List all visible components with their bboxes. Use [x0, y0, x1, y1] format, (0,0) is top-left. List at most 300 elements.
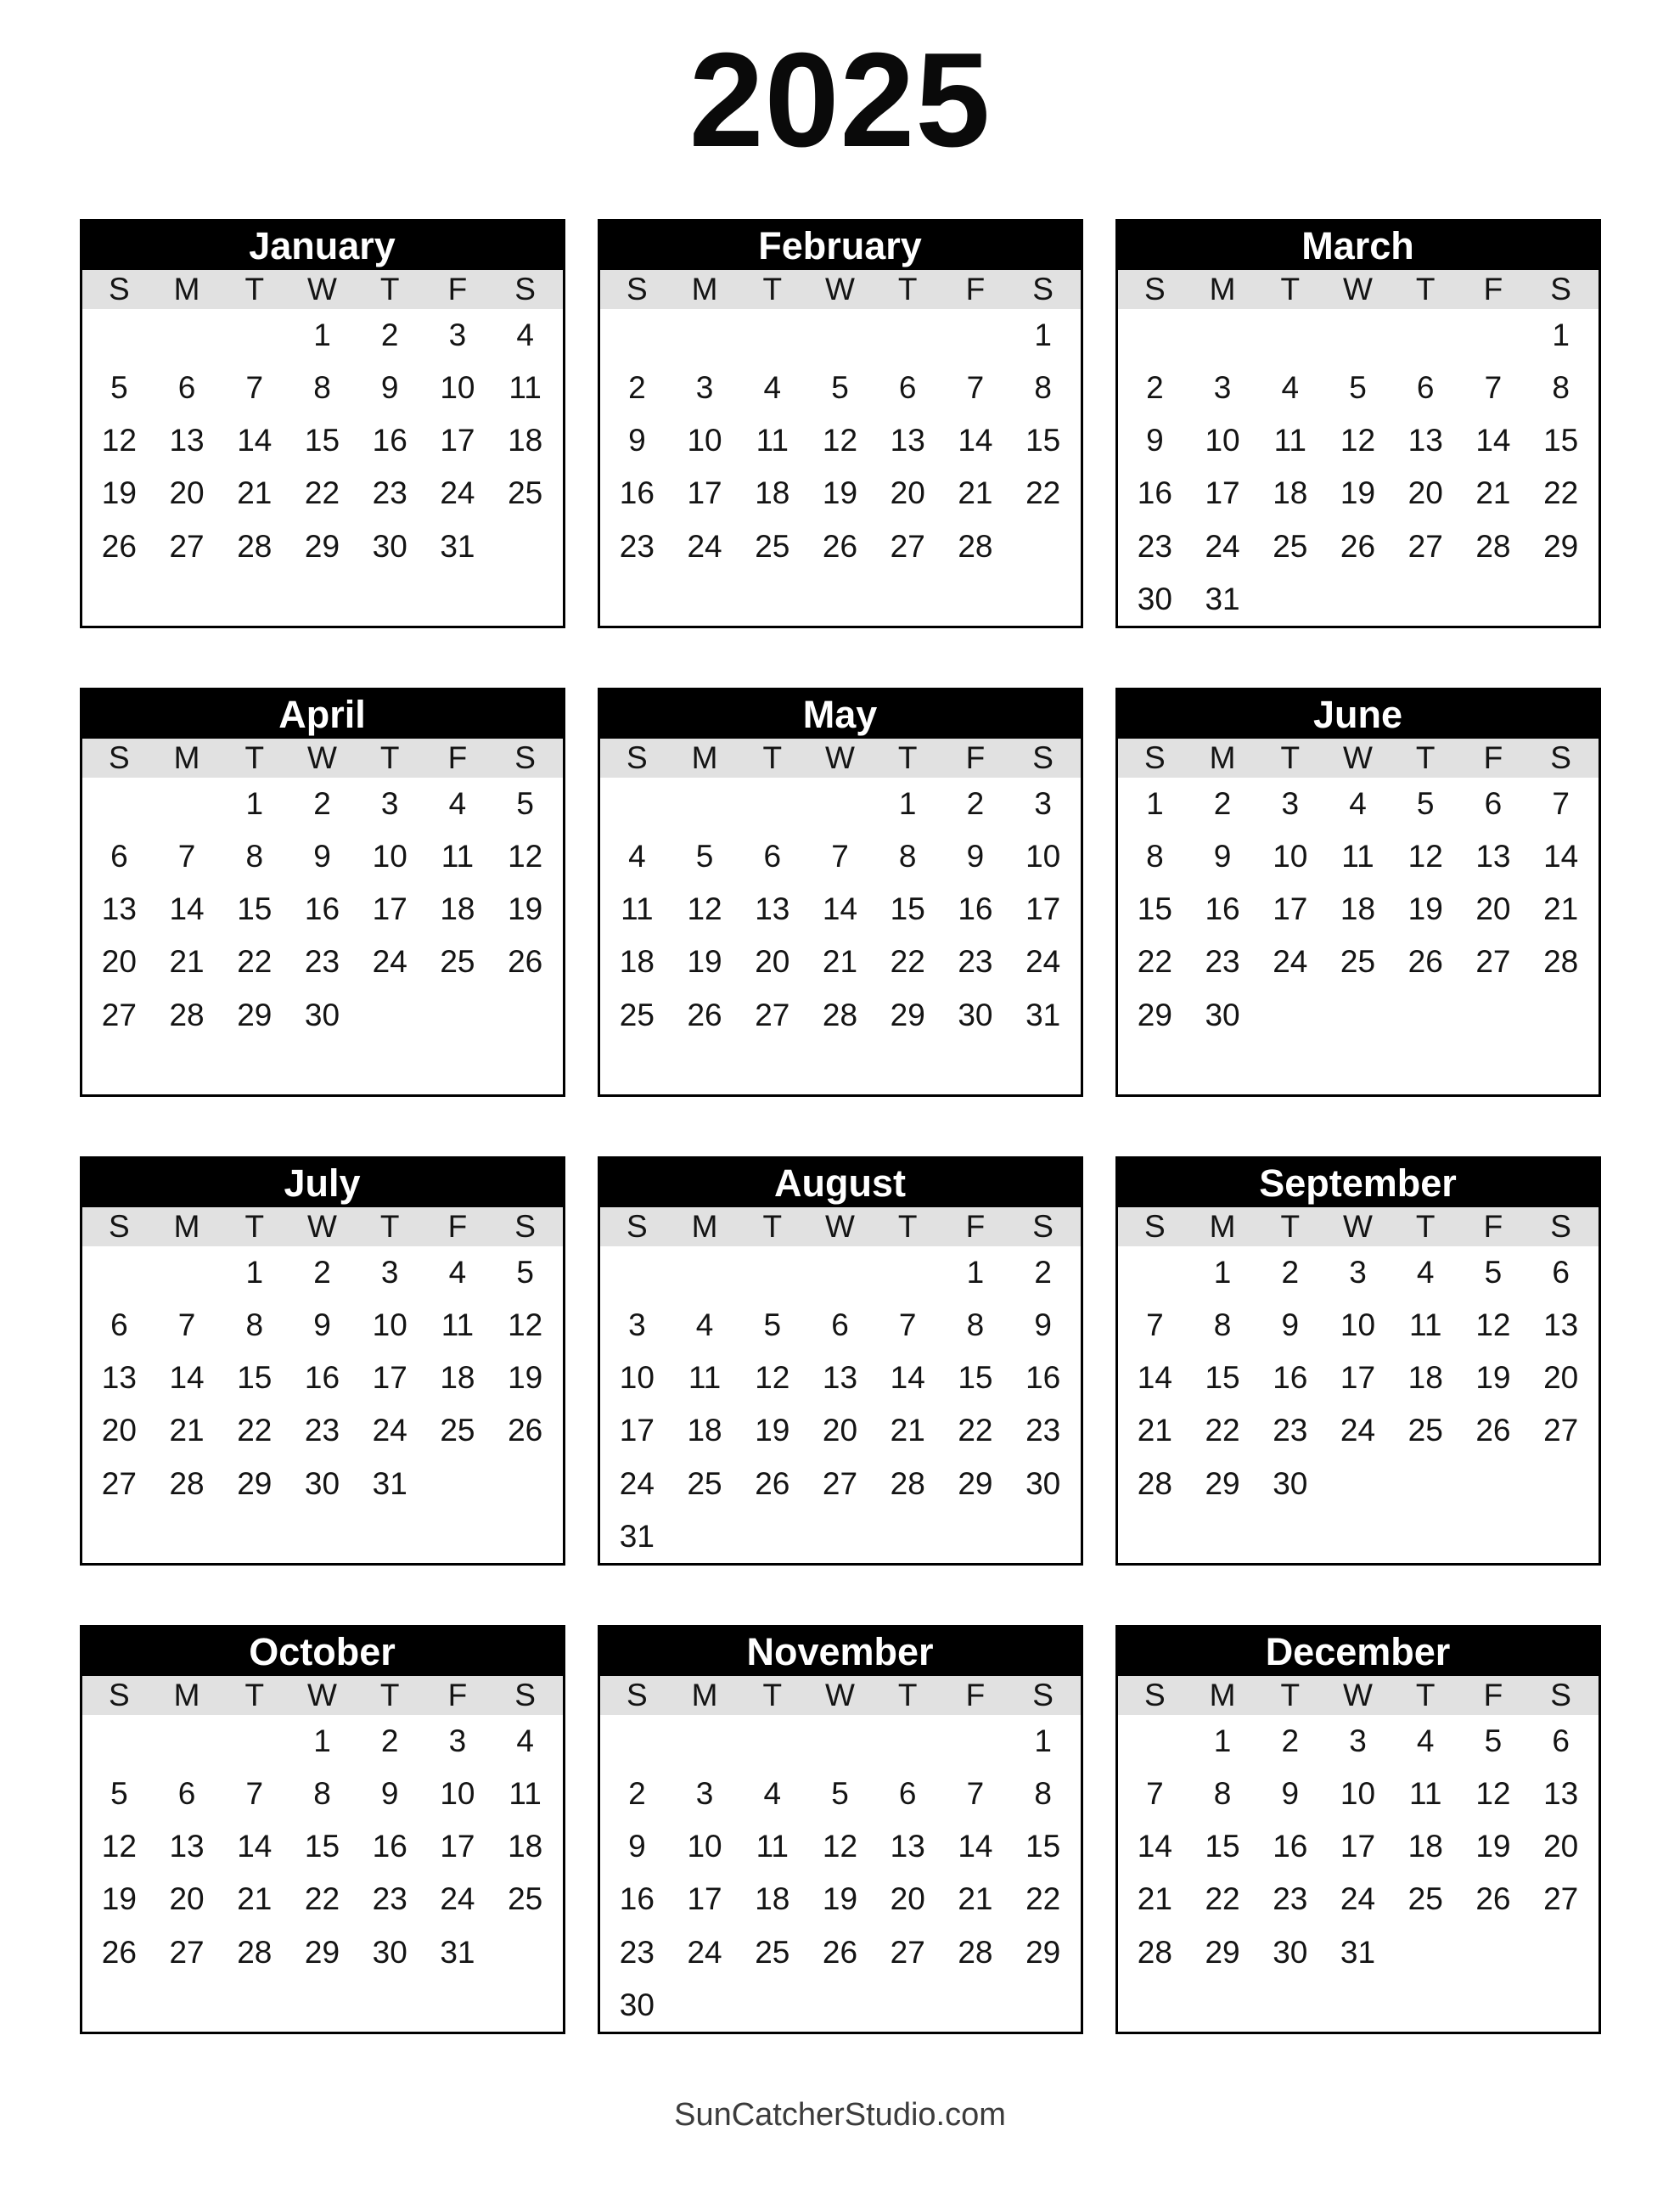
day-cell: 23: [1205, 944, 1240, 980]
day-cell: 6: [898, 1776, 917, 1812]
month-title: May: [600, 690, 1081, 739]
day-cell: 31: [372, 1465, 407, 1501]
day-cell: 20: [890, 1881, 925, 1917]
empty-day-cell: [1324, 309, 1392, 362]
empty-day-cell: [941, 309, 1009, 362]
day-cell: 30: [619, 1987, 655, 2022]
day-cell: 16: [1205, 891, 1240, 927]
weekday-label: S: [109, 271, 130, 306]
month-title: January: [82, 222, 563, 270]
day-cell: 21: [822, 944, 858, 980]
empty-day-cell: [1459, 1458, 1527, 1510]
day-cell: 11: [1408, 1307, 1442, 1343]
day-cell: 23: [372, 475, 407, 511]
month-september: [1115, 1156, 1601, 1566]
empty-day-cell: [289, 1510, 357, 1563]
weekday-header-row: [600, 1207, 1081, 1246]
day-cell: 8: [1213, 1776, 1232, 1812]
weekday-label: T: [1415, 271, 1436, 306]
weekday-label: S: [1144, 271, 1166, 306]
day-cell: 20: [1475, 891, 1511, 927]
empty-day-cell: [1009, 1979, 1077, 2032]
day-cell: 5: [1484, 1254, 1503, 1290]
weekday-label: M: [691, 739, 718, 775]
day-cell: 6: [1484, 785, 1503, 821]
empty-day-cell: [874, 1979, 941, 2032]
day-cell: 7: [1146, 1307, 1164, 1343]
year-title: 2025: [688, 25, 992, 175]
day-cell: 19: [822, 475, 858, 511]
day-cell: 26: [1340, 528, 1376, 564]
day-cell: 4: [1416, 1254, 1435, 1290]
day-cell: 11: [508, 1776, 542, 1812]
empty-day-cell: [1009, 520, 1077, 573]
day-cell: 19: [1340, 475, 1376, 511]
empty-day-cell: [86, 1510, 154, 1563]
empty-day-cell: [1324, 573, 1392, 626]
weekday-label: F: [447, 1677, 468, 1712]
empty-day-cell: [492, 1979, 559, 2032]
empty-day-cell: [941, 1510, 1009, 1563]
weekday-label: F: [965, 271, 986, 306]
day-cell: 23: [1273, 1413, 1308, 1448]
day-cell: 3: [1213, 370, 1232, 406]
day-cell: 21: [958, 475, 993, 511]
empty-day-cell: [492, 1042, 559, 1094]
weekday-label: W: [1343, 739, 1373, 775]
day-cell: 4: [516, 317, 534, 352]
day-cell: 17: [372, 891, 407, 927]
empty-day-cell: [356, 989, 424, 1042]
weekday-label: W: [825, 1208, 855, 1244]
month-title: December: [1118, 1628, 1599, 1676]
empty-day-cell: [1459, 573, 1527, 626]
weekday-label: T: [379, 739, 400, 775]
weekday-label: M: [1209, 271, 1236, 306]
day-cell: 17: [440, 1829, 475, 1864]
day-cell: 9: [1213, 839, 1232, 874]
weekday-label: T: [379, 271, 400, 306]
day-cell: 12: [1340, 423, 1376, 458]
empty-day-cell: [604, 1042, 671, 1094]
empty-day-cell: [1121, 1246, 1189, 1299]
day-cell: 22: [1025, 475, 1061, 511]
empty-day-cell: [492, 1458, 559, 1510]
day-cell: 20: [1543, 1829, 1579, 1864]
day-cell: 12: [755, 1360, 790, 1396]
month-december: [1115, 1625, 1601, 2034]
empty-day-cell: [1527, 1926, 1595, 1979]
day-cell: 25: [1407, 1413, 1443, 1448]
day-cell: 28: [1137, 1934, 1172, 1970]
day-cell: 13: [1543, 1307, 1579, 1343]
empty-day-cell: [739, 1510, 806, 1563]
weekday-header-row: [1118, 1676, 1599, 1715]
day-cell: 27: [822, 1465, 858, 1501]
weekday-label: S: [1032, 1677, 1054, 1712]
empty-day-cell: [1391, 573, 1459, 626]
empty-day-cell: [1459, 1510, 1527, 1563]
day-cell: 22: [958, 1413, 993, 1448]
day-grid: [600, 309, 1081, 626]
weekday-label: T: [379, 1677, 400, 1712]
empty-day-cell: [941, 1042, 1009, 1094]
day-cell: 3: [1281, 785, 1300, 821]
month-title: November: [600, 1628, 1081, 1676]
empty-day-cell: [604, 1715, 671, 1768]
day-cell: 7: [1146, 1776, 1164, 1812]
day-cell: 16: [372, 1829, 407, 1864]
empty-day-cell: [604, 573, 671, 626]
empty-day-cell: [1391, 309, 1459, 362]
month-title: October: [82, 1628, 563, 1676]
day-cell: 4: [448, 1254, 467, 1290]
empty-day-cell: [1459, 989, 1527, 1042]
day-cell: 16: [619, 1881, 655, 1917]
empty-day-cell: [1121, 1715, 1189, 1768]
day-cell: 23: [304, 944, 340, 980]
empty-day-cell: [1527, 989, 1595, 1042]
empty-day-cell: [671, 1979, 739, 2032]
empty-day-cell: [86, 309, 154, 362]
day-cell: 9: [380, 1776, 399, 1812]
day-cell: 31: [619, 1518, 655, 1554]
weekday-label: S: [514, 1208, 536, 1244]
day-cell: 15: [304, 423, 340, 458]
day-cell: 12: [508, 1307, 543, 1343]
day-cell: 24: [372, 944, 407, 980]
day-cell: 20: [755, 944, 790, 980]
day-cell: 27: [890, 1934, 925, 1970]
day-cell: 10: [687, 423, 722, 458]
day-cell: 5: [1416, 785, 1435, 821]
empty-day-cell: [221, 309, 289, 362]
day-cell: 30: [372, 528, 407, 564]
day-cell: 1: [966, 1254, 985, 1290]
day-cell: 2: [1281, 1723, 1300, 1758]
weekday-label: T: [1280, 271, 1301, 306]
day-cell: 2: [1281, 1254, 1300, 1290]
day-cell: 7: [898, 1307, 917, 1343]
day-cell: 15: [1137, 891, 1172, 927]
day-cell: 8: [1213, 1307, 1232, 1343]
weekday-label: F: [447, 1208, 468, 1244]
weekday-header-row: [1118, 1207, 1599, 1246]
weekday-label: M: [173, 1677, 200, 1712]
day-cell: 28: [1137, 1465, 1172, 1501]
day-cell: 27: [169, 1934, 205, 1970]
empty-day-cell: [1527, 1042, 1595, 1094]
day-cell: 6: [1552, 1254, 1570, 1290]
day-cell: 21: [1475, 475, 1511, 511]
day-cell: 26: [822, 1934, 858, 1970]
day-cell: 5: [1484, 1723, 1503, 1758]
months-grid: [0, 219, 1680, 2034]
weekday-label: S: [626, 739, 648, 775]
weekday-label: W: [825, 1677, 855, 1712]
day-cell: 1: [313, 317, 331, 352]
weekday-label: S: [1144, 739, 1166, 775]
empty-day-cell: [153, 1979, 221, 2032]
empty-day-cell: [1256, 1510, 1324, 1563]
day-cell: 31: [440, 528, 475, 564]
empty-day-cell: [671, 1246, 739, 1299]
day-cell: 31: [440, 1934, 475, 1970]
empty-day-cell: [153, 1715, 221, 1768]
weekday-label: T: [762, 739, 783, 775]
day-cell: 21: [1137, 1413, 1172, 1448]
empty-day-cell: [806, 1715, 874, 1768]
empty-day-cell: [806, 1979, 874, 2032]
day-cell: 24: [372, 1413, 407, 1448]
day-cell: 27: [755, 997, 790, 1032]
day-cell: 7: [966, 1776, 985, 1812]
day-cell: 21: [169, 1413, 205, 1448]
empty-day-cell: [356, 1510, 424, 1563]
day-cell: 17: [687, 1881, 722, 1917]
day-cell: 22: [237, 1413, 273, 1448]
weekday-label: T: [762, 1208, 783, 1244]
day-cell: 5: [1349, 370, 1367, 406]
empty-day-cell: [1324, 1042, 1392, 1094]
day-cell: 16: [958, 891, 993, 927]
day-cell: 1: [1213, 1254, 1232, 1290]
day-cell: 3: [695, 1776, 714, 1812]
empty-day-cell: [806, 1042, 874, 1094]
empty-day-cell: [1121, 1042, 1189, 1094]
day-cell: 16: [1025, 1360, 1061, 1396]
day-cell: 28: [1543, 944, 1579, 980]
day-cell: 14: [958, 1829, 993, 1864]
empty-day-cell: [1459, 1926, 1527, 1979]
day-cell: 20: [1543, 1360, 1579, 1396]
day-cell: 26: [508, 944, 543, 980]
day-cell: 30: [304, 1465, 340, 1501]
weekday-label: M: [173, 1208, 200, 1244]
weekday-label: S: [514, 739, 536, 775]
weekday-label: W: [1343, 1208, 1373, 1244]
day-cell: 25: [508, 475, 543, 511]
day-cell: 22: [304, 1881, 340, 1917]
day-cell: 13: [890, 1829, 925, 1864]
day-cell: 7: [245, 370, 264, 406]
empty-day-cell: [424, 1510, 492, 1563]
day-cell: 15: [1025, 1829, 1061, 1864]
day-cell: 28: [822, 997, 858, 1032]
empty-day-cell: [1188, 1510, 1256, 1563]
day-cell: 13: [169, 1829, 205, 1864]
day-cell: 4: [1416, 1723, 1435, 1758]
empty-day-cell: [1009, 573, 1077, 626]
empty-day-cell: [221, 1715, 289, 1768]
month-march: [1115, 219, 1601, 628]
day-cell: 22: [1137, 944, 1172, 980]
day-cell: 29: [237, 1465, 273, 1501]
day-cell: 21: [237, 1881, 273, 1917]
weekday-label: S: [109, 739, 130, 775]
day-cell: 14: [1137, 1360, 1172, 1396]
day-cell: 28: [1475, 528, 1511, 564]
day-cell: 17: [619, 1413, 655, 1448]
month-june: [1115, 688, 1601, 1097]
day-cell: 14: [169, 891, 205, 927]
day-cell: 14: [822, 891, 858, 927]
empty-day-cell: [221, 1979, 289, 2032]
empty-day-cell: [739, 1042, 806, 1094]
day-grid: [600, 1715, 1081, 2032]
day-cell: 16: [304, 1360, 340, 1396]
month-title: July: [82, 1159, 563, 1207]
day-cell: 18: [1340, 891, 1376, 927]
empty-day-cell: [221, 1042, 289, 1094]
day-cell: 13: [890, 423, 925, 458]
day-cell: 6: [898, 370, 917, 406]
day-cell: 9: [1034, 1307, 1052, 1343]
day-cell: 15: [304, 1829, 340, 1864]
weekday-label: T: [897, 1208, 918, 1244]
month-may: [598, 688, 1083, 1097]
day-cell: 22: [1543, 475, 1579, 511]
day-cell: 7: [966, 370, 985, 406]
day-cell: 19: [687, 944, 722, 980]
day-cell: 1: [898, 785, 917, 821]
day-cell: 8: [313, 370, 331, 406]
day-cell: 11: [1408, 1776, 1442, 1812]
day-cell: 11: [441, 839, 475, 874]
day-cell: 12: [822, 423, 858, 458]
day-cell: 27: [1407, 528, 1443, 564]
month-title: February: [600, 222, 1081, 270]
day-cell: 13: [1475, 839, 1511, 874]
empty-day-cell: [874, 1715, 941, 1768]
day-cell: 16: [1273, 1360, 1308, 1396]
day-cell: 31: [1340, 1934, 1376, 1970]
empty-day-cell: [806, 309, 874, 362]
weekday-label: W: [307, 1208, 337, 1244]
empty-day-cell: [874, 1246, 941, 1299]
empty-day-cell: [1459, 309, 1527, 362]
day-cell: 5: [110, 370, 128, 406]
weekday-label: M: [691, 1208, 718, 1244]
day-cell: 23: [958, 944, 993, 980]
day-cell: 3: [695, 370, 714, 406]
day-cell: 23: [619, 1934, 655, 1970]
day-cell: 25: [1340, 944, 1376, 980]
day-cell: 26: [1407, 944, 1443, 980]
weekday-label: S: [1032, 271, 1054, 306]
day-cell: 9: [1281, 1307, 1300, 1343]
month-title: April: [82, 690, 563, 739]
day-cell: 9: [313, 839, 331, 874]
day-cell: 4: [763, 370, 782, 406]
day-cell: 4: [1349, 785, 1367, 821]
weekday-label: W: [307, 271, 337, 306]
day-cell: 27: [169, 528, 205, 564]
day-cell: 21: [169, 944, 205, 980]
day-cell: 28: [890, 1465, 925, 1501]
day-cell: 12: [101, 1829, 137, 1864]
day-cell: 2: [628, 1776, 646, 1812]
day-cell: 14: [237, 1829, 273, 1864]
empty-day-cell: [153, 573, 221, 626]
weekday-label: F: [447, 739, 468, 775]
weekday-label: W: [825, 739, 855, 775]
day-grid: [1118, 309, 1599, 626]
day-cell: 12: [1475, 1776, 1511, 1812]
day-cell: 2: [966, 785, 985, 821]
empty-day-cell: [941, 1979, 1009, 2032]
day-cell: 11: [508, 370, 542, 406]
day-cell: 29: [1025, 1934, 1061, 1970]
empty-day-cell: [424, 1042, 492, 1094]
day-cell: 7: [177, 839, 196, 874]
empty-day-cell: [492, 1926, 559, 1979]
day-cell: 19: [508, 1360, 543, 1396]
day-cell: 10: [440, 1776, 475, 1812]
empty-day-cell: [604, 1246, 671, 1299]
day-cell: 28: [237, 1934, 273, 1970]
weekday-label: T: [762, 1677, 783, 1712]
day-cell: 3: [1034, 785, 1052, 821]
weekday-label: S: [1550, 271, 1571, 306]
day-cell: 20: [101, 1413, 137, 1448]
day-cell: 18: [440, 891, 475, 927]
day-cell: 29: [1543, 528, 1579, 564]
empty-day-cell: [941, 573, 1009, 626]
weekday-label: F: [1483, 1208, 1503, 1244]
weekday-label: T: [897, 271, 918, 306]
day-cell: 14: [1137, 1829, 1172, 1864]
day-cell: 27: [101, 1465, 137, 1501]
weekday-label: S: [1032, 1208, 1054, 1244]
day-cell: 30: [304, 997, 340, 1032]
day-cell: 23: [619, 528, 655, 564]
day-cell: 12: [508, 839, 543, 874]
day-cell: 12: [1475, 1307, 1511, 1343]
empty-day-cell: [1391, 1926, 1459, 1979]
weekday-label: T: [244, 739, 265, 775]
day-cell: 6: [110, 839, 128, 874]
empty-day-cell: [86, 1042, 154, 1094]
day-cell: 24: [687, 1934, 722, 1970]
day-cell: 19: [101, 1881, 137, 1917]
day-cell: 12: [687, 891, 722, 927]
day-cell: 11: [688, 1360, 722, 1396]
day-cell: 9: [966, 839, 985, 874]
day-cell: 7: [1552, 785, 1570, 821]
day-cell: 25: [687, 1465, 722, 1501]
day-cell: 8: [245, 839, 264, 874]
day-cell: 15: [1543, 423, 1579, 458]
day-cell: 18: [619, 944, 655, 980]
month-november: [598, 1625, 1083, 2034]
weekday-label: T: [1280, 739, 1301, 775]
empty-day-cell: [739, 1715, 806, 1768]
day-cell: 20: [822, 1413, 858, 1448]
day-cell: 2: [380, 1723, 399, 1758]
day-cell: 28: [169, 1465, 205, 1501]
empty-day-cell: [671, 1510, 739, 1563]
day-cell: 9: [313, 1307, 331, 1343]
day-cell: 11: [621, 891, 654, 927]
weekday-label: M: [691, 271, 718, 306]
day-grid: [82, 778, 563, 1094]
day-cell: 11: [1341, 839, 1374, 874]
month-title: June: [1118, 690, 1599, 739]
month-title: March: [1118, 222, 1599, 270]
day-cell: 1: [245, 1254, 264, 1290]
day-cell: 2: [1034, 1254, 1052, 1290]
